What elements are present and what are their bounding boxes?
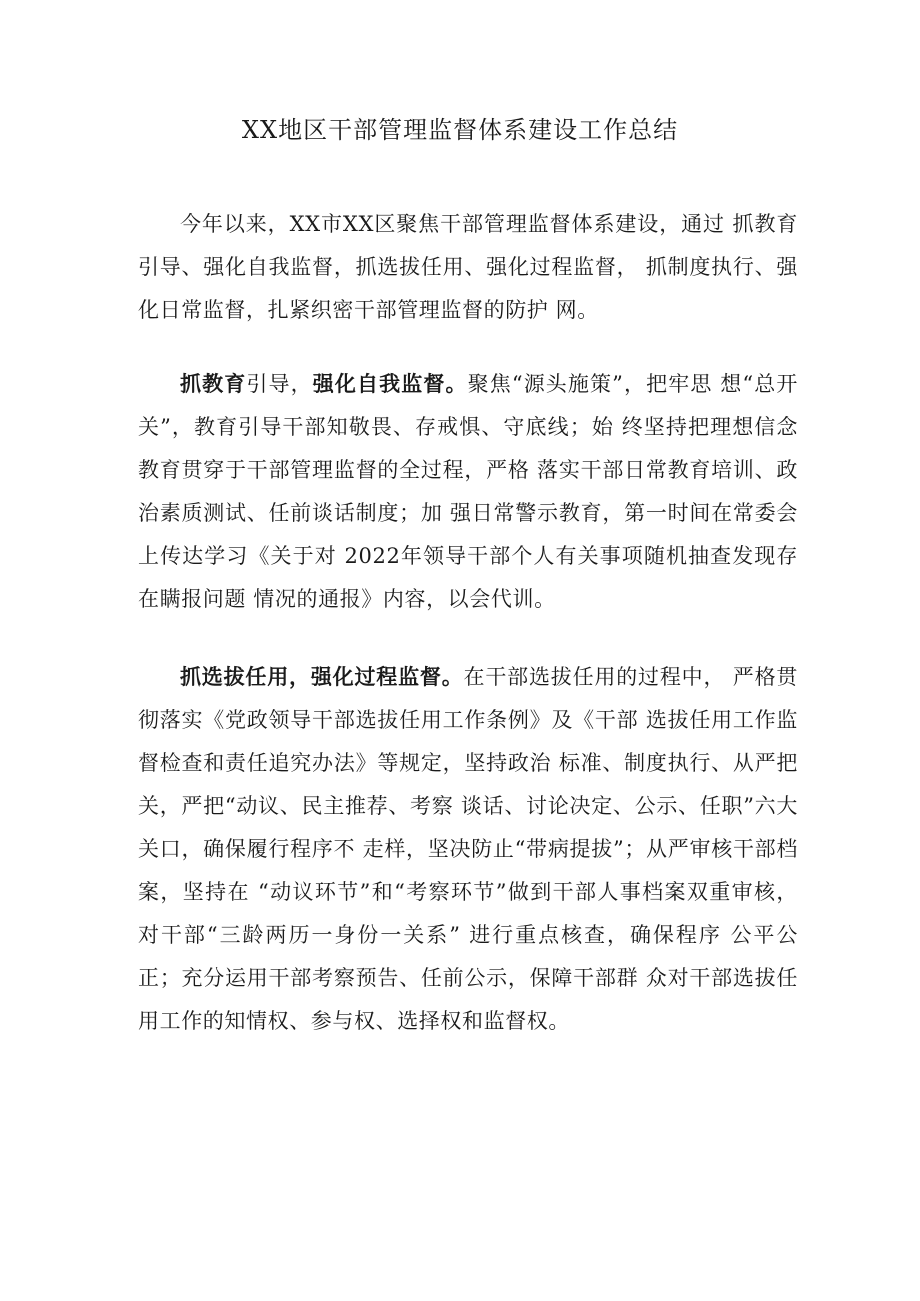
paragraph-1 — [138, 203, 798, 332]
paragraph-heading-bold: 抓选拔任用，强化过程监督。 — [180, 664, 464, 689]
paragraph-2 — [138, 362, 798, 621]
paragraph-text — [138, 203, 798, 332]
paragraph-text — [138, 655, 798, 1043]
paragraph-body: 今年以来，XX市XX区聚焦干部管理监督体系建设，通过 抓教育引导、强化自我监督，抓选拔任用、强化过程监督， 抓制度执行、强化日常监督，扎紧织密干部管理监督的防护 网。 — [138, 212, 798, 322]
paragraph-text — [138, 362, 798, 621]
paragraph-3 — [138, 655, 798, 1043]
document-title: XX地区干部管理监督体系建设工作总结 — [241, 116, 679, 144]
paragraph-heading-bold: 抓教育 — [180, 371, 247, 396]
paragraph-body: 聚焦“源头施策”，把牢思 想“总开关”，教育引导干部知敬畏、存戒惧、守底线；始 终坚持把理想信念教育贯穿于干部管理监督的全过程，严格 落实干部日常教育培训、政治素质测试、任前谈话制度；加 强日常警示教育，第一时间在常委会上传达学习《关于对 2022年领导干部个人有关事项随机抽查发现存在瞒报问题 情况的通报》内容，以会代训。 — [138, 372, 798, 611]
paragraph-body: 在干部选拔任用的过程中， 严格贯彻落实《党政领导干部选拔任用工作条例》及《干部 选拔任用工作监督检查和责任追究办法》等规定，坚持政治 标准、制度执行、从严把关，严把“动议、民主推荐、考察 谈话、讨论决定、公示、任职”六大关口，确保履行程序不 走样，坚决防止“带病提拔”；从严审核干部档案，坚持在 “动议环节”和“考察环节”做到干部人事档案双重审核， 对干部“三龄两历一身份一关系” 进行重点核查，确保程序 公平公正；充分运用干部考察预告、任前公示，保障干部群 众对干部选拔任用工作的知情权、参与权、选择权和监督权。 — [138, 665, 798, 1033]
paragraph-heading-normal: 引导， — [246, 372, 313, 396]
paragraph-heading-bold-2: 强化自我监督。 — [312, 371, 468, 396]
